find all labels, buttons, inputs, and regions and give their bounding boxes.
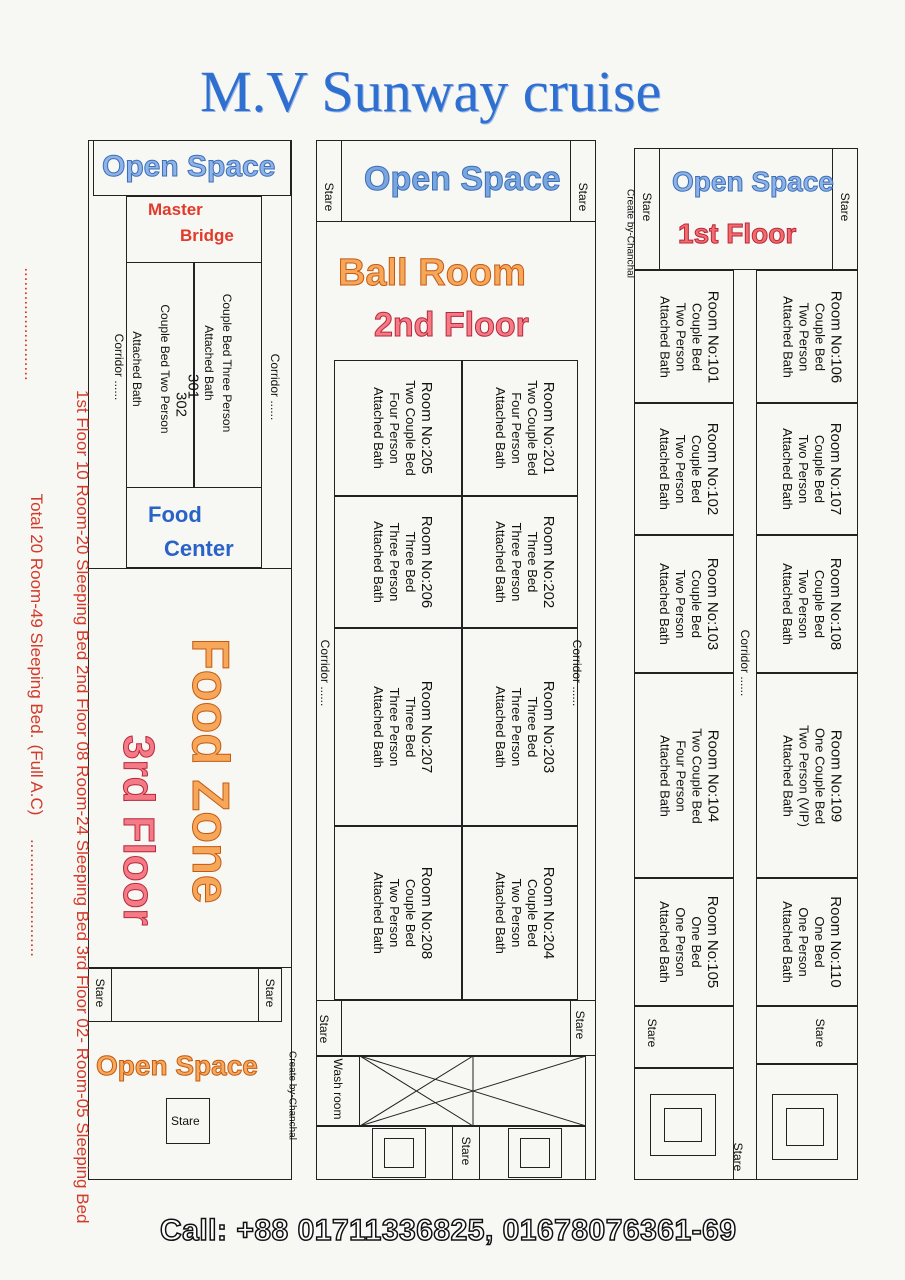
room-102-label	[648, 406, 720, 532]
summary-ac: (Full A.C)	[27, 744, 46, 816]
floor1-corridor: Corridor ......	[738, 629, 752, 697]
room-number: Room No:103	[704, 557, 721, 651]
room-detail: Two Person (VIP)	[796, 724, 811, 827]
room-detail: Three Person	[509, 687, 524, 767]
floor1-bath-icon-left-inner	[664, 1108, 702, 1142]
summary-line1: 1st Floor 10 Room-20 Sleeping Bed 2nd Floor 08 Room-24 Sleeping Bed 3rd Floor 02- Room-05 Sleeping Bed	[73, 390, 92, 1224]
room-detail: Couple Bed	[689, 570, 704, 638]
room-detail: Attached Bath	[657, 428, 672, 510]
floor2-ball-room: Ball Room	[338, 252, 526, 294]
floor2-corridor-right: Corridor ......	[570, 639, 584, 707]
room-detail: Attached Bath	[780, 428, 795, 510]
room-detail: Attached Bath	[780, 734, 795, 817]
room-detail: Three Bed	[403, 531, 418, 593]
floor1-stare-right-label: Stare	[838, 192, 852, 222]
room-detail: Attached Bath	[493, 521, 508, 603]
floor1-stare-cell-right	[756, 1006, 858, 1064]
room-number: Room No:205	[418, 381, 435, 475]
floor3-stare-right: Stare	[263, 978, 277, 1008]
floor2-stare-right-label: Stare	[576, 182, 590, 212]
floor3-food-label: Food	[148, 502, 202, 527]
room-detail: Three Bed	[525, 531, 540, 593]
room-109-label	[771, 676, 843, 875]
room-detail: One Person	[796, 907, 811, 977]
room-301-line2: Attached Bath	[202, 325, 216, 401]
floor2-stare-bottom-mid: Stare	[459, 1136, 473, 1166]
room-detail: Three Bed	[525, 696, 540, 758]
floor2-wash-room: Wash room	[331, 1058, 345, 1120]
floor3-open-space-top: Open Space	[102, 150, 276, 183]
floor1-stare-bottom-left: Stare	[645, 1018, 659, 1048]
floor3-corridor-left: Corridor ......	[112, 333, 126, 401]
room-detail: Attached Bath	[657, 295, 672, 378]
room-detail: Two Person	[796, 569, 811, 639]
room-206-label	[362, 499, 434, 625]
room-detail: Three Person	[509, 522, 524, 602]
floor3-corridor-right: Corridor ......	[268, 353, 282, 421]
room-302-line1: Couple Bed Two Person	[158, 304, 172, 434]
room-detail: Couple Bed	[403, 879, 418, 947]
room-detail: One Bed	[812, 916, 827, 968]
room-number: Room No:110	[827, 896, 844, 988]
room-detail: Attached Bath	[371, 872, 386, 954]
room-detail: Attached Bath	[371, 387, 386, 469]
room-207-label	[362, 631, 434, 823]
footer-phone: Call: +88 01711336825, 01678076361-69	[160, 1214, 737, 1247]
room-110-label	[771, 881, 843, 1003]
room-detail: Attached Bath	[780, 901, 795, 983]
room-detail: Couple Bed	[812, 570, 827, 638]
floor2-corridor-left: Corridor ......	[318, 639, 332, 707]
room-number: Room No:107	[827, 422, 844, 516]
room-detail: Attached Bath	[657, 901, 672, 983]
room-detail: Couple Bed	[689, 435, 704, 503]
floor2-stare-left-label: Stare	[322, 182, 336, 212]
room-detail: One Person	[673, 907, 688, 977]
room-detail: Couple Bed	[812, 302, 827, 371]
room-detail: Attached Bath	[657, 563, 672, 645]
floor2-stare-row	[316, 1000, 596, 1056]
room-105-label	[648, 881, 720, 1003]
room-number: Room No:207	[418, 680, 435, 774]
room-number: Room No:206	[418, 515, 435, 609]
room-detail: Three Person	[387, 687, 402, 767]
room-number: Room No:106	[827, 290, 844, 383]
room-detail: Two Couple Bed	[525, 380, 540, 476]
room-detail: Two Person	[796, 302, 811, 371]
floor3-open-space-bottom: Open Space	[96, 1050, 258, 1081]
room-203-label	[484, 631, 556, 823]
floor2-stare-bottom-right: Stare	[573, 1010, 587, 1040]
floor1-stare-bottom-right: Stare	[813, 1018, 827, 1048]
floor3-stare-row	[88, 968, 282, 1022]
room-301-line1: Couple Bed Three Person	[220, 293, 234, 433]
page-title: M.V Sunway cruise	[200, 59, 662, 124]
room-103-label	[648, 538, 720, 670]
room-number: Room No:102	[704, 422, 721, 516]
room-301-no: 301	[184, 373, 202, 400]
floor2-open-space: Open Space	[364, 160, 561, 198]
room-detail: Attached Bath	[493, 387, 508, 469]
floor1-open-space: Open Space	[672, 166, 834, 197]
room-202-label	[484, 499, 556, 625]
room-detail: Two Person	[673, 569, 688, 639]
room-number: Room No:104	[704, 729, 721, 822]
room-detail: Two Person	[387, 878, 402, 948]
room-107-label	[771, 406, 843, 532]
room-detail: Two Person	[509, 878, 524, 948]
room-302-line2: Attached Bath	[130, 331, 144, 407]
room-detail: Two Person	[673, 302, 688, 371]
room-number: Room No:105	[704, 895, 721, 989]
room-204-label	[484, 829, 556, 997]
room-205-label	[362, 363, 434, 493]
room-104-label	[648, 676, 720, 875]
floor3-master-label: Master	[148, 200, 203, 219]
floor3-bridge-label: Bridge	[180, 226, 234, 245]
room-detail: Two Person	[796, 434, 811, 504]
floor1-stare-bottom-mid: Stare	[731, 1142, 745, 1172]
floor1-bath-icon-right-inner	[786, 1108, 824, 1146]
room-detail: Attached Bath	[371, 521, 386, 603]
room-number: Room No:203	[540, 680, 557, 774]
floor2-bath-icon-right-inner	[520, 1138, 550, 1168]
floor3-floor-label: 3rd Floor	[114, 735, 163, 926]
room-detail: Three Person	[387, 522, 402, 602]
summary-dots2: .........................	[27, 838, 46, 958]
floor3-stare-left: Stare	[93, 978, 107, 1008]
room-number: Room No:109	[827, 729, 844, 822]
room-201-label	[484, 363, 556, 493]
room-106-label	[771, 273, 843, 400]
summary-line2: Total 20 Room-49 Sleeping Bed.	[27, 493, 46, 739]
room-detail: Couple Bed	[812, 435, 827, 503]
floor3-stare-box-label: Stare	[171, 1114, 200, 1128]
room-detail: Four Person	[509, 392, 524, 464]
room-detail: Attached Bath	[657, 734, 672, 817]
floor1-stare-left-label: Stare	[640, 192, 654, 222]
floor1-floor-label: 1st Floor	[678, 218, 797, 249]
room-detail: Four Person	[673, 739, 688, 812]
room-detail: Attached Bath	[371, 686, 386, 768]
room-number: Room No:202	[540, 515, 557, 609]
room-detail: Two Couple Bed	[689, 727, 704, 824]
floor1-credit: Create by-Chanchal	[624, 189, 636, 278]
floor3-credit: Create by-Chanchal	[286, 1051, 298, 1140]
room-101-label	[648, 273, 720, 400]
floor2-wash-cross	[360, 1056, 586, 1126]
room-detail: Attached Bath	[780, 563, 795, 645]
room-detail: Attached Bath	[493, 872, 508, 954]
room-208-label	[362, 829, 434, 997]
room-detail: Three Bed	[403, 696, 418, 758]
room-detail: Attached Bath	[780, 295, 795, 378]
room-302-no: 302	[172, 391, 190, 418]
room-detail: Couple Bed	[525, 879, 540, 947]
summary-dots: ........................	[21, 267, 40, 381]
floor3-center-label: Center	[164, 536, 234, 561]
room-detail: Two Person	[673, 434, 688, 504]
floor2-stare-bottom-left: Stare	[317, 1014, 331, 1044]
room-number: Room No:108	[827, 557, 844, 651]
floor2-floor-label: 2nd Floor	[374, 306, 529, 344]
room-number: Room No:204	[540, 866, 557, 960]
room-number: Room No:101	[704, 290, 721, 383]
room-number: Room No:208	[418, 866, 435, 960]
room-detail: Attached Bath	[493, 686, 508, 768]
floor3-food-zone: Food Zone	[181, 638, 239, 904]
room-detail: One Couple Bed	[812, 727, 827, 824]
room-detail: One Bed	[689, 916, 704, 968]
room-108-label	[771, 538, 843, 670]
floor2-bath-icon-left-inner	[384, 1138, 414, 1168]
room-detail: Four Person	[387, 392, 402, 464]
room-detail: Couple Bed	[689, 302, 704, 371]
room-detail: Two Couple Bed	[403, 380, 418, 476]
room-number: Room No:201	[540, 381, 557, 475]
